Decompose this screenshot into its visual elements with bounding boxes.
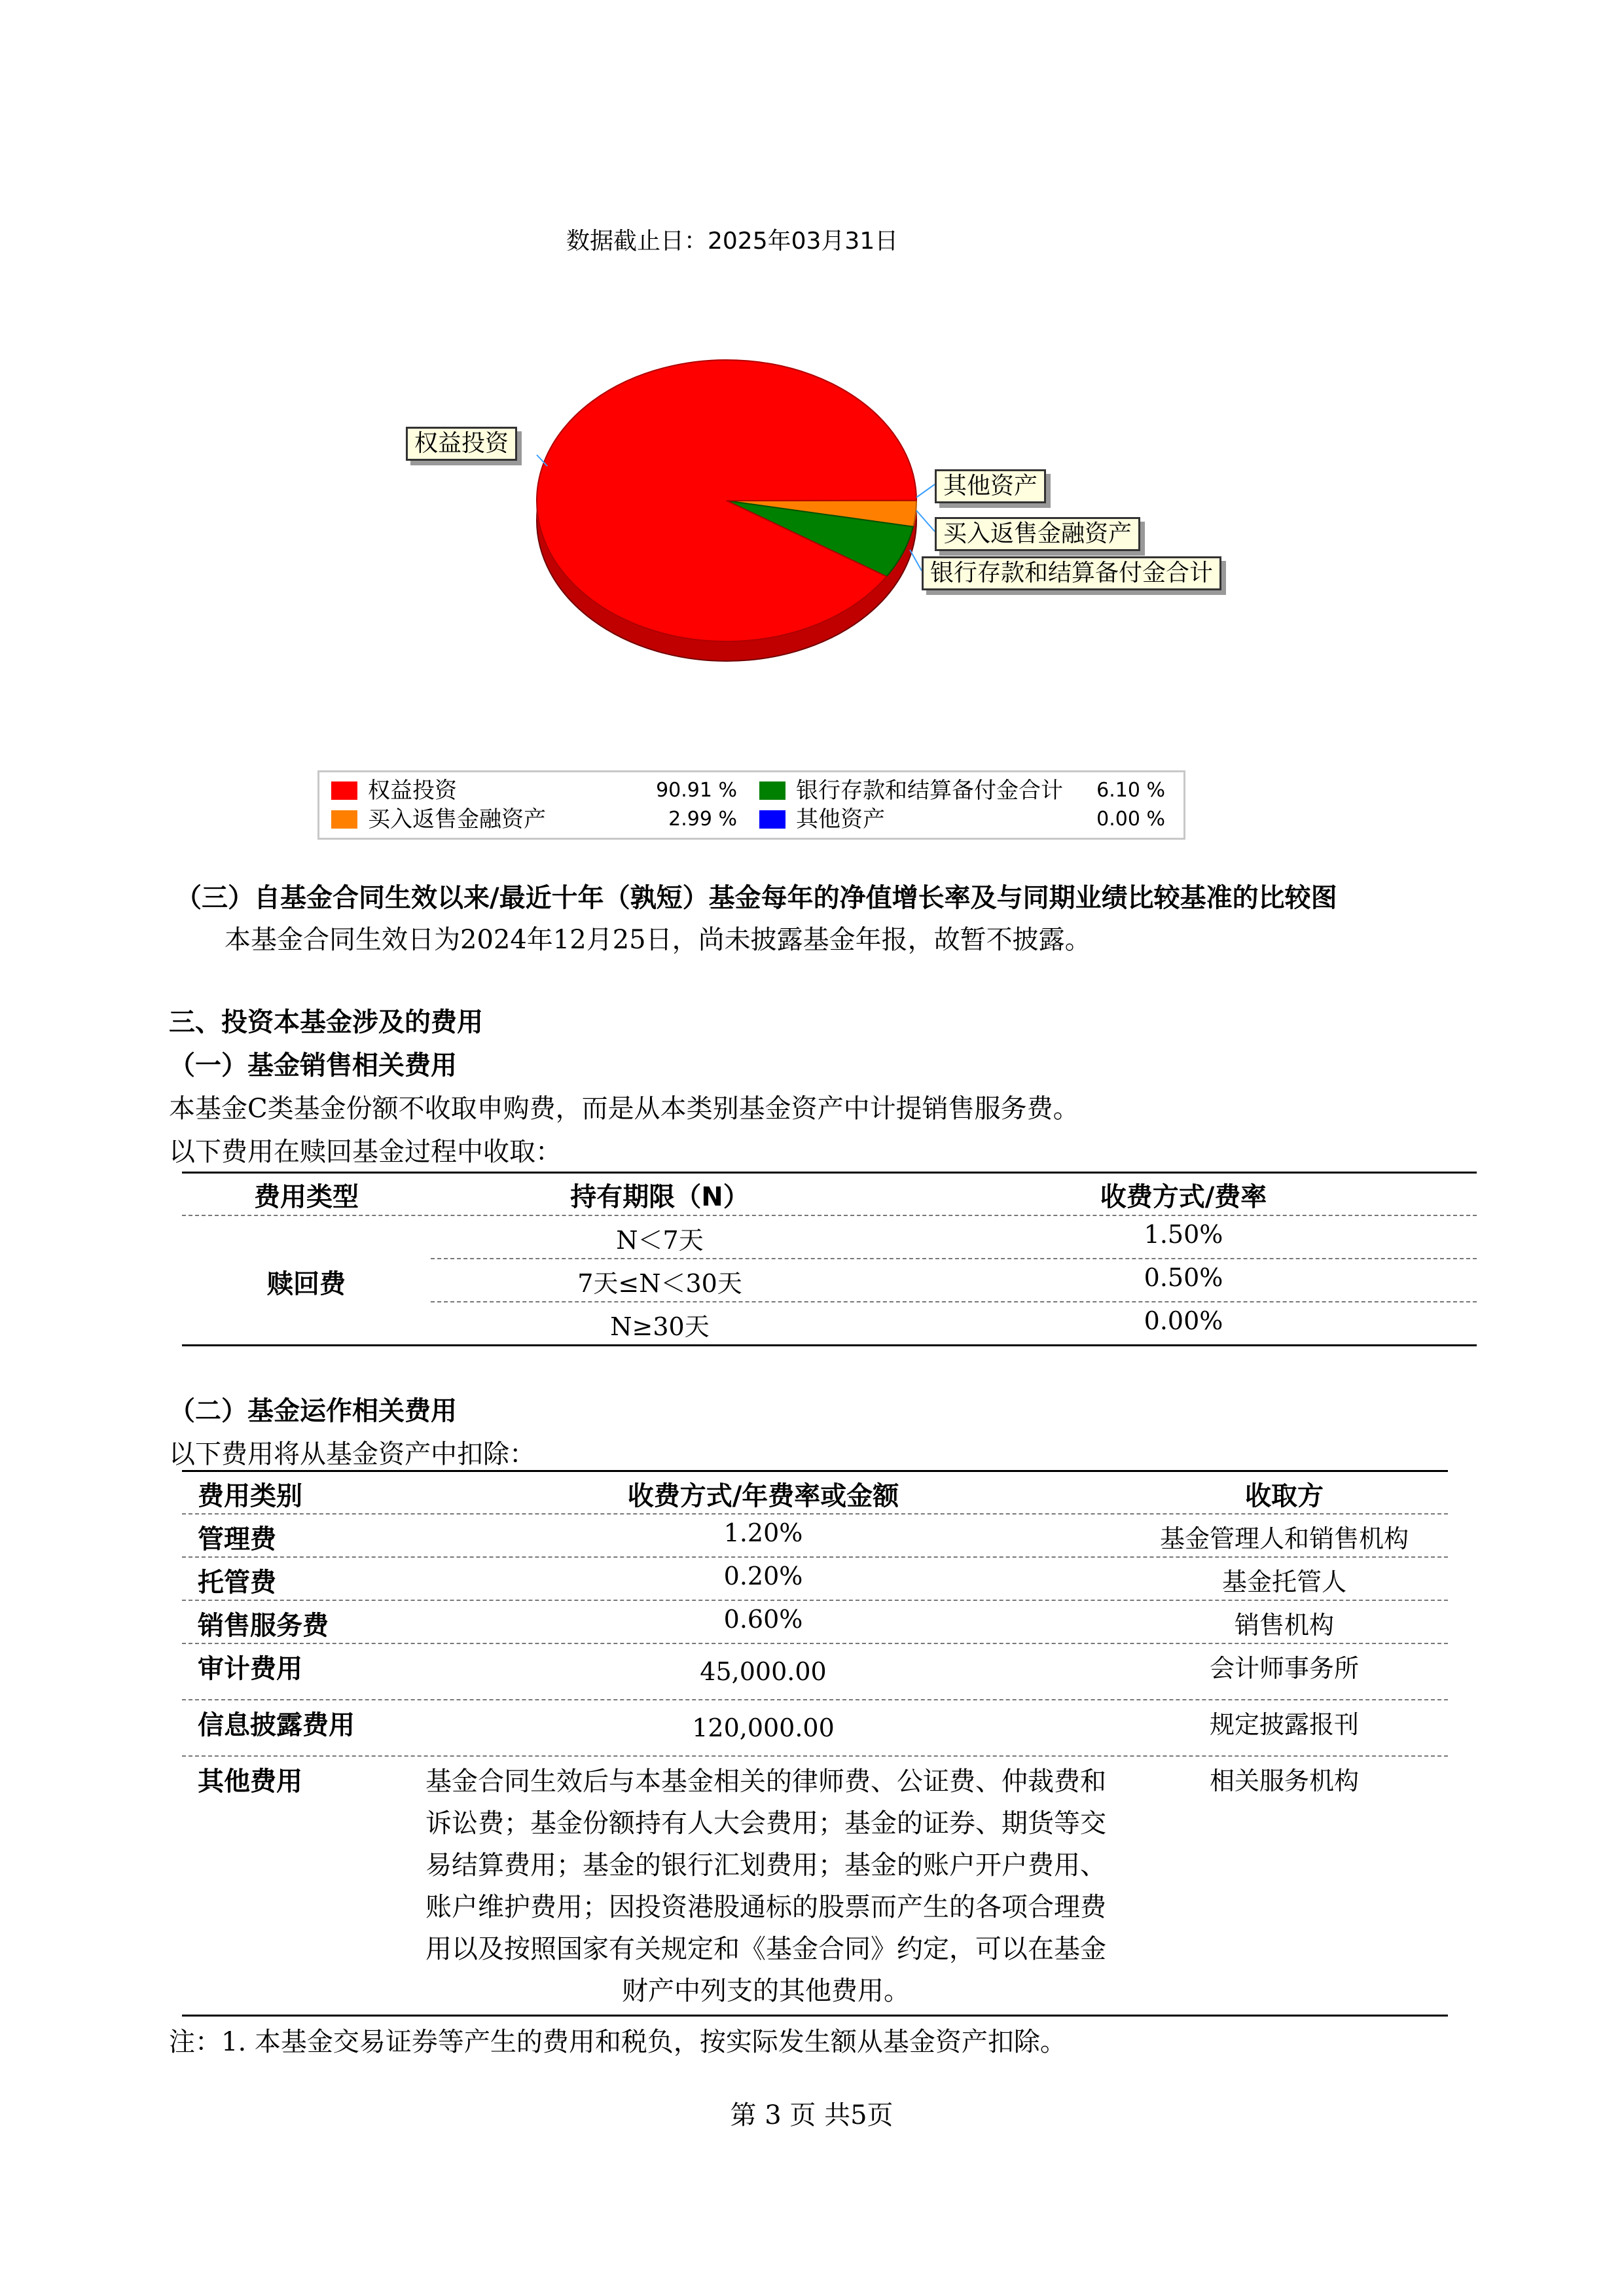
other-fees-description: 基金合同生效后与本基金相关的律师费、公证费、仲裁费和诉讼费；基金份额持有人大会费用；基金的证券、期货等交易结算费用；基金的银行汇划费用；基金的账户开户费用、账户维护费用；因投资港股通标的股票而产生的各项合理费用以及按照国家有关规定和《基金合同》约定，可以在基金财产中列支的其他费用。 [425,1767,1106,2006]
table-divider [182,1556,1448,1558]
legend-item-reverse-repo [331,805,750,834]
pie-chart [0,0,1624,759]
table-cell: 7天≤N＜30天 [577,1269,742,1298]
table-header: 持有期限（N） [570,1182,749,1212]
table-cell: 规定披露报刊 [1209,1710,1360,1739]
table-divider [431,1258,1477,1259]
leader-line [910,550,922,571]
table-cell: 0.50% [1144,1263,1223,1292]
subheading-sales-fees: （一）基金销售相关费用 [169,1050,457,1081]
table-header: 收费方式/费率 [1100,1182,1267,1212]
table-rule [182,2015,1448,2017]
chart-legend [317,770,1185,840]
leader-line [916,484,935,497]
table-divider [182,1215,1477,1216]
legend-label: 其他资产 [796,806,885,833]
table-cell: 基金托管人 [1221,1568,1347,1596]
legend-value: 0.00 % [1096,808,1165,831]
table-cell: 基金管理人和销售机构 [1159,1524,1409,1553]
table-header: 收费方式/年费率或金额 [627,1481,899,1511]
table-cell: 0.00% [1144,1306,1223,1335]
table-cell: 1.20% [723,1518,803,1547]
table-cell: 0.20% [723,1562,803,1590]
table-rule [182,1470,1448,1472]
subheading-operation-fees: （二）基金运作相关费用 [169,1396,457,1426]
table-cell: 0.60% [723,1605,803,1634]
table-cell: 信息披露费用 [198,1710,355,1740]
section-heading-comparison: （三）自基金合同生效以来/最近十年（孰短）基金每年的净值增长率及与同期业绩比较基准的比较图 [175,883,1337,913]
table-cell: 管理费 [198,1524,276,1554]
legend-label: 买入返售金融资产 [368,806,546,833]
table-divider [182,1755,1448,1757]
operation-fee-line1: 以下费用将从基金资产中扣除： [169,1439,535,1469]
table-divider [182,1643,1448,1644]
callout-reverse-repo: 买入返售金融资产 [935,517,1140,551]
callout-bank-deposit: 银行存款和结算备付金合计 [922,556,1221,590]
leader-line [916,511,935,531]
legend-value: 90.91 % [656,779,737,802]
legend-swatch [759,781,785,800]
table-cell: 销售机构 [1234,1611,1335,1640]
legend-label: 权益投资 [368,778,457,804]
table-divider [182,1600,1448,1601]
legend-item-other-assets [759,805,1178,834]
legend-label: 银行存款和结算备付金合计 [796,778,1063,804]
table-cell: 销售服务费 [198,1611,329,1641]
table-cell: N≥30天 [610,1312,710,1341]
legend-swatch [331,781,357,800]
comparison-note: 本基金合同生效日为2024年12月25日，尚未披露基金年报，故暂不披露。 [225,925,1091,955]
table-header: 费用类别 [198,1481,302,1511]
table-cell: 审计费用 [198,1654,302,1684]
page-number: 第 3 页 共5页 [730,2100,893,2130]
callout-equity: 权益投资 [406,427,517,461]
legend-swatch [759,810,785,829]
section-heading-fees: 三、投资本基金涉及的费用 [169,1007,483,1037]
pie-slice-equity [537,360,916,641]
table-rule [182,1172,1477,1174]
table-cell: 其他费用 [198,1767,302,1797]
legend-item-equity [331,776,750,805]
table-cell: N＜7天 [616,1226,704,1255]
table-divider [431,1301,1477,1302]
callout-other-assets: 其他资产 [935,469,1046,503]
table-cell: 托管费 [198,1568,276,1598]
pie-slices [537,360,916,641]
sales-fee-line1: 本基金C类基金份额不收取申购费，而是从本类别基金资产中计提销售服务费。 [169,1094,1079,1124]
table-header: 费用类型 [254,1182,359,1212]
legend-item-bank-deposit [759,776,1178,805]
table-header: 收取方 [1245,1481,1324,1511]
table-divider [182,1513,1448,1515]
chart-title: 数据截止日：2025年03月31日 [566,228,899,255]
legend-value: 6.10 % [1096,779,1165,802]
legend-swatch [331,810,357,829]
sales-fee-line2: 以下费用在赎回基金过程中收取： [169,1137,562,1167]
fee-note: 注：1. 本基金交易证券等产生的费用和税负，按实际发生额从基金资产扣除。 [169,2027,1066,2057]
table-cell: 会计师事务所 [1209,1654,1360,1683]
table-cell: 45,000.00 [700,1657,827,1686]
table-rule [182,1344,1477,1346]
table-cell: 120,000.00 [692,1713,835,1742]
legend-value: 2.99 % [668,808,737,831]
table-cell: 1.50% [1144,1220,1223,1249]
redemption-fee-label: 赎回费 [267,1269,346,1299]
table-cell: 相关服务机构 [1209,1767,1360,1795]
table-divider [182,1699,1448,1700]
